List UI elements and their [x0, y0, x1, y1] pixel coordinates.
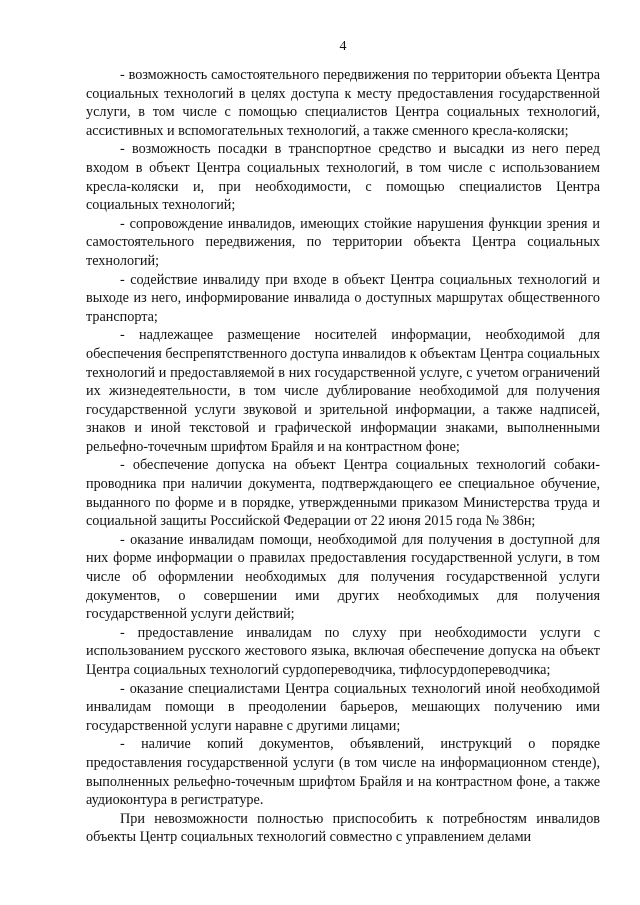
paragraph-3: - сопровождение инвалидов, имеющих стойкие нарушения функции зрения и самостоятельного передвижения, по территории объекта Центра социальных технологий;	[86, 215, 600, 269]
page-number: 4	[339, 39, 347, 54]
paragraph-4: - содействие инвалиду при входе в объект Центра социальных технологий и выходе из него, информирование инвалида о доступных маршрутах общественного транспорта;	[86, 271, 600, 325]
paragraph-2: - возможность посадки в транспортное средство и высадки из него перед входом в объект Центра социальных технологий, в том числе с использованием кресла-коляски и, при необходимости, с помощью специалистов Центра социальных технологий;	[86, 141, 600, 214]
paragraph-5: - надлежащее размещение носителей информации, необходимой для обеспечения беспрепятственного доступа инвалидов к объектам Центра социальных технологий и предоставляемой в них государственной услуге, с учетом ограничений их жизнедеятельности, в том числе дублирование необходимой для получения государственной услуги звуковой и зрительной информации, а также надписей, знаков и иной текстовой и графической информации знаками, выполненными рельефно-точечным шрифтом Брайля и на контрастном фоне;	[86, 327, 600, 455]
paragraph-1: - возможность самостоятельного передвижения по территории объекта Центра социальных технологий в целях доступа к месту предоставления государственной услуги, в том числе с помощью специалистов Центра социальных технологий, ассистивных и вспомогательных технологий, а также сменного кресла-коляски;	[86, 67, 600, 139]
paragraph-6: - обеспечение допуска на объект Центра социальных технологий собаки-проводника при наличии документа, подтверждающего ее специальное обучение, выданного по форме и в порядке, утвержденными приказом Министерства труда и социальной защиты Российской Федерации от 22 июня 2015 года № 386н;	[86, 457, 600, 530]
paragraph-9: - оказание специалистами Центра социальных технологий иной необходимой инвалидам помощи в преодолении барьеров, мешающих получению ими государственной услуги наравне с другими лицами;	[86, 680, 600, 734]
paragraph-8: - предоставление инвалидам по слуху при необходимости услуги с использованием русского жестового языка, включая обеспечение допуска на объект Центра социальных технологий сурдопереводчика, тифлосурдопереводчика;	[86, 624, 600, 678]
paragraph-10: - наличие копий документов, объявлений, инструкций о порядке предоставления государственной услуги (в том числе на информационном стенде), выполненных рельефно-точечным шрифтом Брайля и на контрастном фоне, а также аудиоконтура в регистратуре.	[86, 736, 600, 809]
paragraph-11: При невозможности полностью приспособить к потребностям инвалидов объекты Центр социальных технологий совместно с управлением делами	[86, 810, 600, 846]
paragraph-7: - оказание инвалидам помощи, необходимой для получения в доступной для них форме информации о правилах предоставления государственной услуги, в том числе об оформлении необходимых для получения государственной услуги документов, о совершении ими других необходимых для получения государственной услуги действий;	[86, 531, 600, 623]
